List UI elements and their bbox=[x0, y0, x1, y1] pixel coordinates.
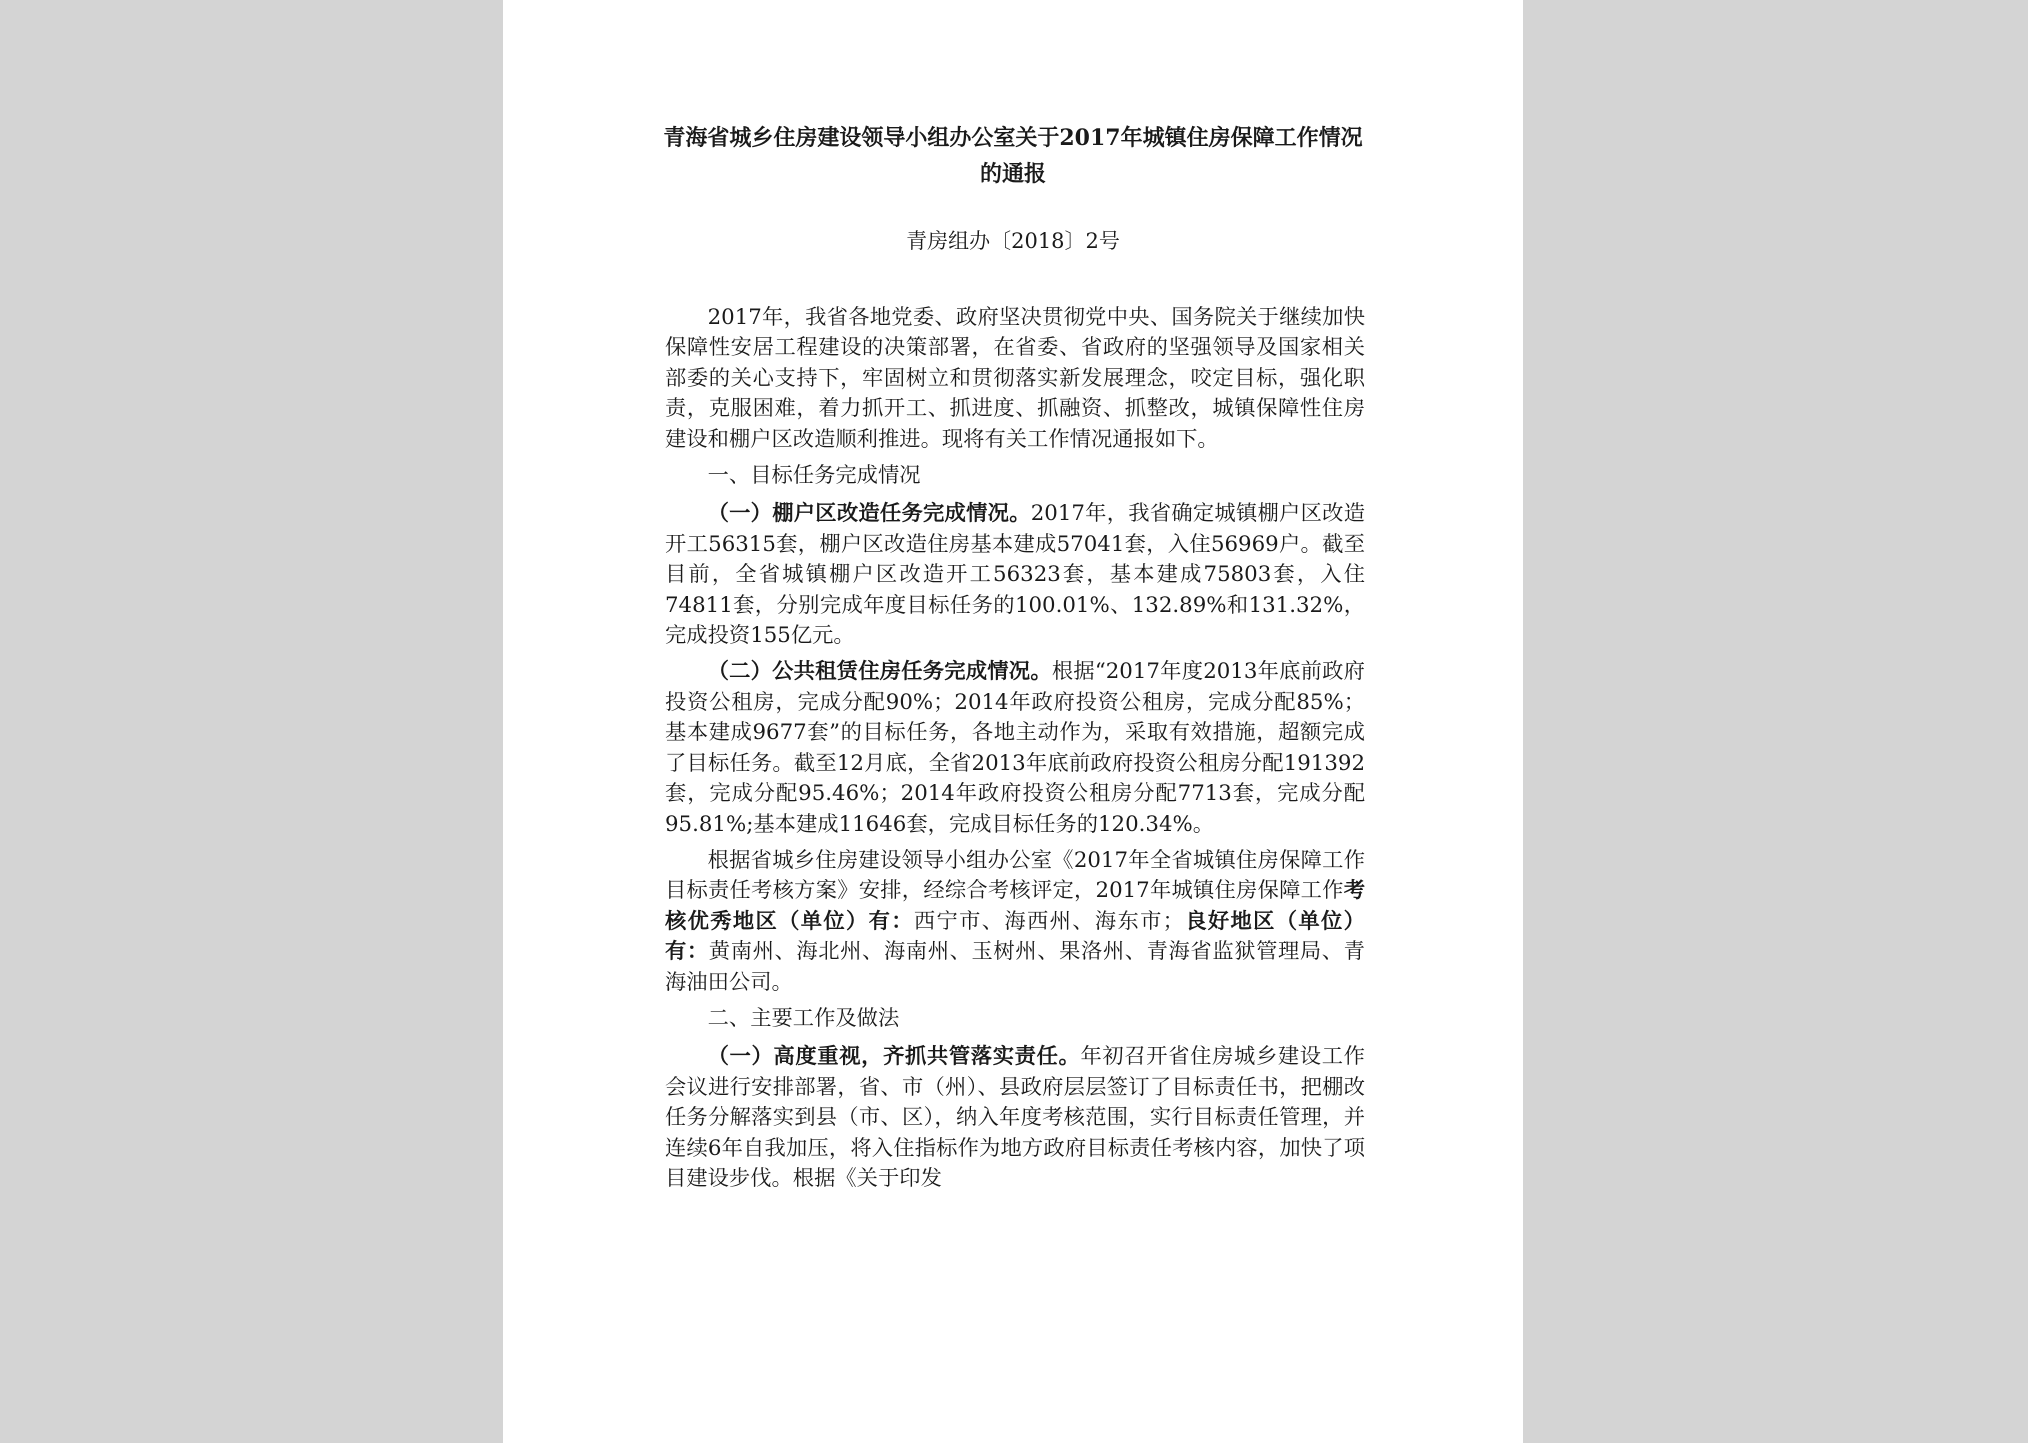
paragraph-public-rental: （二）公共租赁住房任务完成情况。根据“2017年度2013年底前政府投资公租房，完成分配90%；2014年政府投资公租房，完成分配85%；基本建成9677套”的目标任务，各地主动作为，采取有效措施，超额完成了目标任务。截至12月底，全省2013年底前政府投资公租房分配191392套，完成分配95.46%；2014年政府投资公租房分配7713套，完成分配95.81%;基本建成11646套，完成目标任务的120.34%。 bbox=[665, 659, 1365, 837]
section-heading-2: 二、主要工作及做法 bbox=[707, 1005, 900, 1031]
paragraph-responsibility: （一）高度重视，齐抓共管落实责任。年初召开省住房城乡建设工作会议进行安排部署，省、市（州）、县政府层层签订了目标责任书，把棚改任务分解落实到县（市、区），纳入年度考核范围，实行目标责任管理，并连续6年自我加压，将入住指标作为地方政府目标责任考核内容，加快了项目建设步伐。根据《关于印发 bbox=[665, 1044, 1365, 1191]
intro-paragraph: 2017年，我省各地党委、政府坚决贯彻党中央、国务院关于继续加快保障性安居工程建设的决策部署，在省委、省政府的坚强领导及国家相关部委的关心支持下，牢固树立和贯彻落实新发展理念，咬定目标，强化职责，克服困难，着力抓开工、抓进度、抓融资、抓整改，城镇保障性住房建设和棚户区改造顺利推进。现将有关工作情况通报如下。 bbox=[665, 305, 1365, 452]
paragraph-lead: （一）棚户区改造任务完成情况。 bbox=[707, 501, 1031, 527]
paragraph-lead: （二）公共租赁住房任务完成情况。 bbox=[707, 659, 1052, 685]
document-page bbox=[503, 0, 1523, 1443]
document-body bbox=[665, 303, 1365, 1200]
paragraph-assessment: 根据省城乡住房建设领导小组办公室《2017年全省城镇住房保障工作目标责任考核方案》安排，经综合考核评定，2017年城镇住房保障工作考核优秀地区（单位）有：西宁市、海西州、海东市；良好地区（单位）有：黄南州、海北州、海南州、玉树州、果洛州、青海省监狱管理局、青海油田公司。 bbox=[665, 847, 1365, 995]
section-heading-1: 一、目标任务完成情况 bbox=[707, 463, 921, 489]
paragraph-shantytown: （一）棚户区改造任务完成情况。2017年，我省确定城镇棚户区改造开工56315套，棚户区改造住房基本建成57041套，入住56969户。截至目前，全省城镇棚户区改造开工56323套，基本建成75803套，入住74811套，分别完成年度目标任务的100.01%、132.89%和131.32%，完成投资155亿元。 bbox=[665, 501, 1365, 649]
document-title: 青海省城乡住房建设领导小组办公室关于2017年城镇住房保障工作情况的通报 bbox=[663, 125, 1363, 187]
document-number: 青房组办〔2018〕2号 bbox=[906, 229, 1120, 253]
paragraph-lead: （一）高度重视，齐抓共管落实责任。 bbox=[707, 1044, 1081, 1070]
